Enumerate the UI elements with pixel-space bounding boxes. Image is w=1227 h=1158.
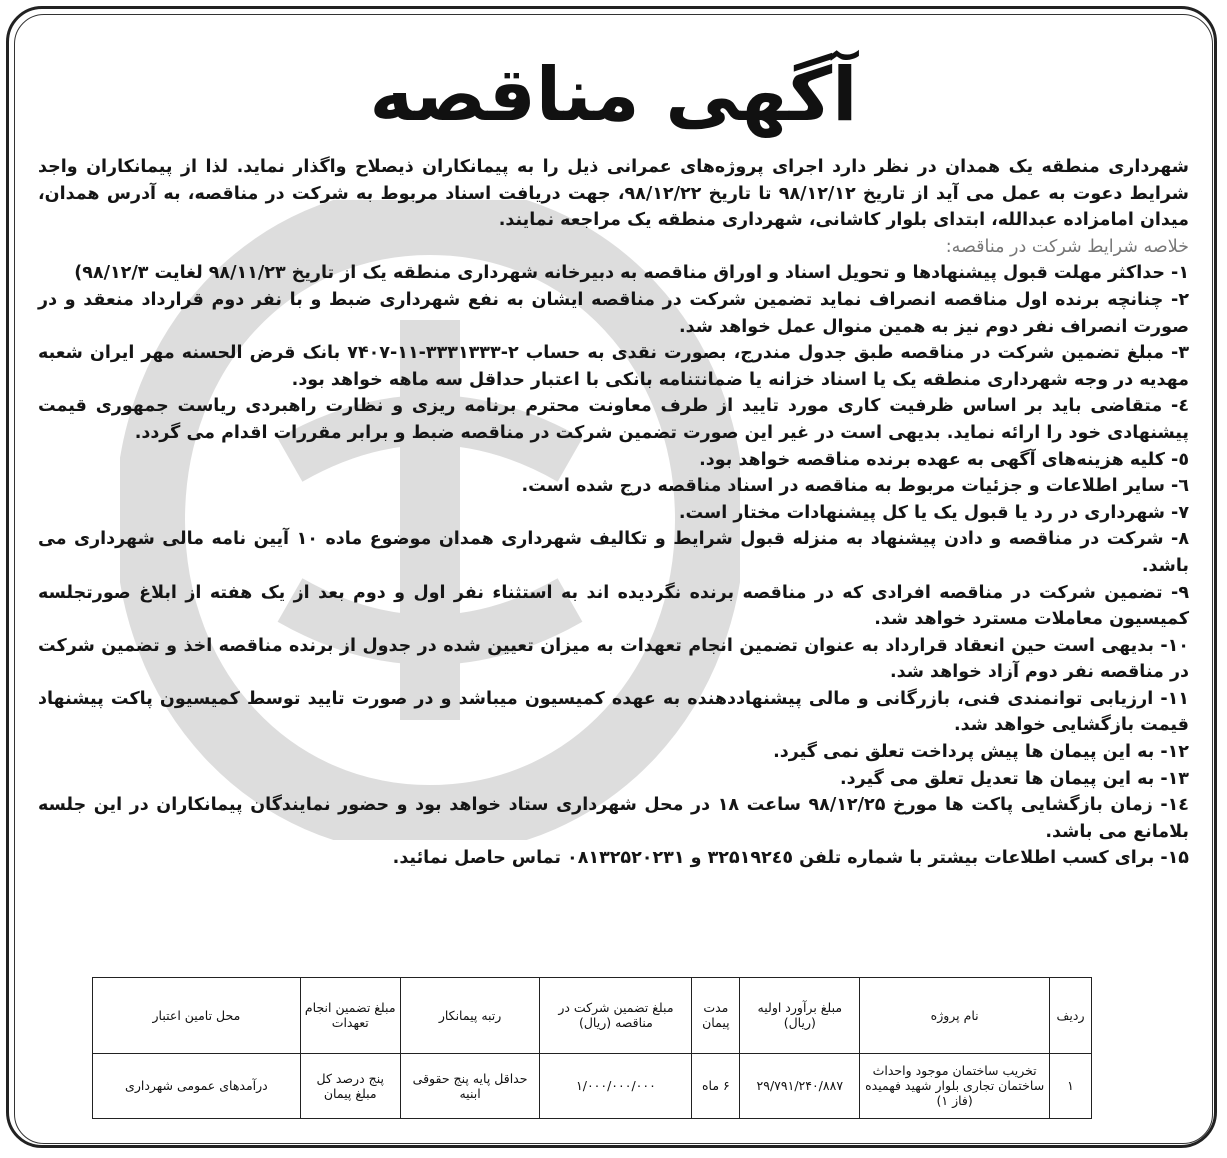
table-header: مبلغ تضمین شرکت در مناقصه (ریال) [540, 978, 692, 1054]
conditions-heading: خلاصه شرایط شرکت در مناقصه: [945, 236, 1189, 257]
condition-item: ١٤- زمان بازگشایی پاکت ها مورخ ۹۸/۱۲/۲۵ ساعت ۱۸ در محل شهرداری ستاد خواهد بود و حضور نمایندگان پیمانکاران در این جلسه بلامانع می باشد. [38, 795, 1189, 842]
condition-item: ۱۰- بدیهی است حین انعقاد قرارداد به عنوان تضمین انجام تعهدات به میزان تعیین شده در جدول از برنده مناقصه اخذ و تضمین شرکت در مناقصه نفر دوم آزاد خواهد شد. [38, 635, 1189, 683]
table-row [93, 1053, 1092, 1118]
table-cell: تخریب ساختمان موجود واحداث ساختمان تجاری بلوار شهید فهمیده (فاز ۱) [860, 1053, 1050, 1118]
table-header: محل تامین اعتبار [93, 978, 301, 1054]
condition-item: ٦- سایر اطلاعات و جزئیات مربوط به مناقصه در اسناد مناقصه درج شده است. [521, 476, 1189, 497]
condition-item: ۲- چنانچه برنده اول مناقصه انصراف نماید تضمین شرکت در مناقصه ایشان به نفع شهرداری ضبط و با نفر دوم قرارداد منعقد و در صورت انصراف نفر دوم نیز به همین منوال عمل خواهد شد. [38, 289, 1189, 337]
table-header: مدت پیمان [692, 978, 740, 1054]
condition-item: ۹- تضمین شرکت در مناقصه افرادی که در مناقصه برنده نگردیده اند به استثناء نفر اول و دوم بعد از یک هفته از ابلاغ صورتجلسه کمیسیون معاملات مسترد خواهد شد. [38, 582, 1189, 630]
condition-item: ۱۱- ارزیابی توانمندی فنی، بازرگانی و مالی پیشنهاددهنده به عهده کمیسیون میباشد و در صورت تایید توسط کمیسیون پاکت پیشنهاد قیمت بازگشایی خواهد شد. [38, 688, 1189, 736]
condition-item: ٤- متقاضی باید بر اساس ظرفیت کاری مورد تایید از طرف معاونت محترم برنامه ریزی و نظارت راهبردی ریاست جمهوری قیمت پیشنهادی خود را ارائه نماید. بدیهی است در غیر این صورت تضمین شرکت در مناقصه ضبط و برابر مقررات اقدام می گردد. [38, 396, 1189, 443]
condition-item: ۱- حداکثر مهلت قبول پیشنهادها و تحویل اسناد و اوراق مناقصه به دبیرخانه شهرداری منطقه یک از تاریخ ۹۸/۱۱/۲۳ لغایت ۹۸/۱۲/۳) [74, 263, 1189, 284]
condition-item: ۱۵- برای کسب اطلاعات بیشتر با شماره تلفن ۳۲۵۱۹۲٤٥ و ۰۸۱۳۲۵۲۰۲۳۱ تماس حاصل نمائید. [392, 848, 1189, 869]
table-cell: ۶ ماه [692, 1053, 740, 1118]
table-header: رتبه پیمانکار [400, 978, 540, 1054]
condition-item: ۳- مبلغ تضمین شرکت در مناقصه طبق جدول مندرج، بصورت نقدی به حساب ۲-۳۳۳۱۳۳۳-۱۱-۷۴۰۷ بانک قرض الحسنه مهر ایران شعبه مهدیه در وجه شهرداری منطقه یک یا اسناد خزانه یا ضمانتنامه بانکی با اعتبار حداقل سه ماهه خواهد بود. [38, 343, 1190, 390]
table-header: ردیف [1050, 978, 1092, 1054]
table-header: مبلغ برآورد اولیه (ریال) [740, 978, 860, 1054]
notice-body [38, 154, 1189, 872]
table-cell: درآمدهای عمومی شهرداری [93, 1053, 301, 1118]
condition-item: ۸- شرکت در مناقصه و دادن پیشنهاد به منزله قبول شرایط و تکالیف شهرداری همدان موضوع ماده ۱۰ آیین نامه مالی شهرداری می باشد. [38, 529, 1189, 576]
table-cell: حداقل پایه پنج حقوقی ابنیه [400, 1053, 540, 1118]
table-header: مبلغ تضمین انجام تعهدات [300, 978, 400, 1054]
table-cell: ۱/۰۰۰/۰۰۰/۰۰۰ [540, 1053, 692, 1118]
project-table [92, 977, 1092, 1119]
table-cell: پنج درصد کل مبلغ پیمان [300, 1053, 400, 1118]
table-cell: ۱ [1050, 1053, 1092, 1118]
intro-paragraph: شهرداری منطقه یک همدان در نظر دارد اجرای پروژه‌های عمرانی ذیل را به پیمانکاران ذیصلاح واگذار نماید. لذا از پیمانکاران واجد شرایط دعوت به عمل می آید از تاریخ ۹۸/۱۲/۱۲ تا تاریخ ۹۸/۱۲/۲۲، جهت دریافت اسناد مربوط به شرکت در مناقصه، به آدرس همدان، میدان امامزاده عبدالله، ابتدای بلوار کاشانی، شهرداری منطقه یک مراجعه نمایند. [38, 157, 1189, 231]
condition-item: ۷- شهرداری در رد یا قبول یک یا کل پیشنهادات مختار است. [678, 502, 1189, 523]
page-title: آگهی مناقصه [369, 52, 858, 138]
condition-item: ٥- کلیه هزینه‌های آگهی به عهده برنده مناقصه خواهد بود. [699, 449, 1189, 470]
condition-item: ۱۲- به این پیمان ها پیش پرداخت تعلق نمی گیرد. [773, 742, 1189, 763]
table-header: نام پروژه [860, 978, 1050, 1054]
table-cell: ۲۹/۷۹۱/۲۴۰/۸۸۷ [740, 1053, 860, 1118]
condition-item: ۱۳- به این پیمان ها تعدیل تعلق می گیرد. [839, 768, 1189, 789]
table-header-row [93, 978, 1092, 1054]
